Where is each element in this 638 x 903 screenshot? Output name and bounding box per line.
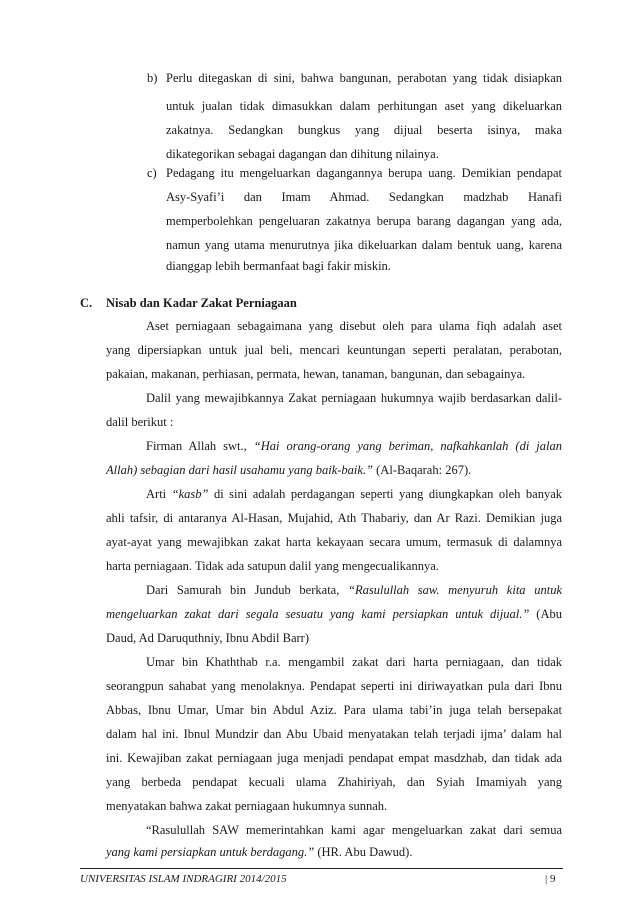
list-marker-c: c) bbox=[147, 166, 157, 180]
p1-line-3: pakaian, makanan, perhiasan, permata, hewan, tanaman, bangunan, dan sebagainya. bbox=[106, 367, 526, 381]
p3-line-2 bbox=[106, 462, 471, 478]
page-number: 9 bbox=[549, 873, 556, 885]
p5-line-1 bbox=[146, 582, 562, 598]
p4-line-4: harta perniagaan. Tidak ada satupun dalil yang mengecualikannya. bbox=[106, 559, 439, 573]
p6-line-4: dalam hal ini. Ibnul Mundzir dan Abu Ubaid menyatakan telah terjadi ijma’ dalam hal bbox=[106, 727, 562, 741]
p5-line-2-plain: (Abu bbox=[529, 607, 562, 621]
list-b-line-2: untuk jualan tidak dimasukkan dalam perhitungan aset yang dikeluarkan bbox=[166, 99, 562, 113]
p6-line-3: Abbas, Ibnu Umar, Umar bin Abdul Aziz. Para ulama tabi’in juga telah bersepakat bbox=[106, 703, 562, 717]
list-c-line-4: namun yang utama menurutnya jika dikeluarkan dalam bentuk uang, karena bbox=[166, 238, 562, 252]
p5-line-2 bbox=[106, 606, 562, 622]
p5-line-2-quote: mengeluarkan zakat dari segala sesuatu yang kami persiapkan untuk dijual.” bbox=[106, 607, 530, 621]
p5-line-1-quote: “Rasulullah saw. menyuruh kita untuk bbox=[348, 583, 562, 597]
p6-line-2: seorangpun sahabat yang menolaknya. Pendapat seperti ini diriwayatkan pula dari Ibnu bbox=[106, 679, 562, 693]
p6-line-6: yang berbeda pendapat kecuali ulama Zhahiriyah, dan Syiah Imamiyah yang bbox=[106, 775, 562, 789]
p3-line-1-plain: Firman Allah swt., bbox=[146, 439, 254, 453]
p3-line-2-citation: (Al-Baqarah: 267). bbox=[373, 463, 472, 477]
p5-line-3: Daud, Ad Daruquthniy, Ibnu Abdil Barr) bbox=[106, 631, 309, 645]
p4-line-1-plain-a: Arti bbox=[146, 487, 172, 501]
p6-line-5: ini. Kewajiban zakat perniagaan juga menjadi pendapat empat masdzhab, dan tidak ada bbox=[106, 751, 562, 765]
p7-line-1: “Rasulullah SAW memerintahkan kami agar mengeluarkan zakat dari semua bbox=[146, 823, 562, 837]
p6-line-1: Umar bin Khaththab r.a. mengambil zakat dari harta perniagaan, dan tidak bbox=[146, 655, 562, 669]
p1-line-2: yang dipersiapkan untuk jual beli, mencari keuntungan seperti peralatan, perabotan, bbox=[106, 343, 562, 357]
p5-line-1-plain: Dari Samurah bin Jundub berkata, bbox=[146, 583, 349, 597]
list-c-line-5: dianggap lebih bermanfaat bagi fakir miskin. bbox=[166, 259, 391, 273]
p7-line-2-quote: yang kami persiapkan untuk berdagang.” bbox=[106, 845, 315, 859]
section-letter: C. bbox=[80, 296, 93, 310]
p3-line-2-quote: Allah) sebagian dari hasil usahamu yang baik-baik.” bbox=[106, 463, 373, 477]
list-c-line-1: Pedagang itu mengeluarkan dagangannya berupa uang. Demikian pendapat bbox=[166, 166, 562, 180]
footer-rule bbox=[80, 868, 563, 869]
p3-line-1-quote: “Hai orang-orang yang beriman, nafkahkanlah (di jalan bbox=[253, 439, 562, 453]
p4-line-2: ahli tafsir, di antaranya Al-Hasan, Mujahid, Ath Thabariy, dan Ar Razi. Demikian juga bbox=[106, 511, 562, 525]
p4-line-1-term: “kasb” bbox=[171, 487, 209, 501]
list-b-line-3: zakatnya. Sedangkan bungkus yang dijual beserta isinya, maka bbox=[166, 123, 562, 137]
p3-line-1 bbox=[146, 438, 562, 454]
p2-line-2: dalil berikut : bbox=[106, 415, 174, 429]
p6-line-7: menyatakan bahwa zakat perniagaan hukumnya sunnah. bbox=[106, 799, 388, 813]
footer-page-number bbox=[545, 873, 555, 885]
section-title: Nisab dan Kadar Zakat Perniagaan bbox=[106, 296, 297, 310]
p7-line-2-citation: (HR. Abu Dawud). bbox=[314, 845, 413, 859]
p2-line-1: Dalil yang mewajibkannya Zakat perniagaan hukumnya wajib berdasarkan dalil- bbox=[146, 391, 562, 405]
list-marker-b: b) bbox=[147, 71, 158, 85]
footer-separator: | bbox=[545, 873, 548, 885]
list-c-line-3: memperbolehkan pengeluaran zakatnya berupa barang dagangan yang ada, bbox=[166, 214, 562, 228]
list-b-line-4: dikategorikan sebagai dagangan dan dihitung nilainya. bbox=[166, 147, 439, 161]
p1-line-1: Aset perniagaan sebagaimana yang disebut oleh para ulama fiqh adalah aset bbox=[146, 319, 562, 333]
p7-line-2 bbox=[106, 844, 412, 860]
footer-institution: UNIVERSITAS ISLAM INDRAGIRI 2014/2015 bbox=[80, 873, 287, 885]
list-c-line-2: Asy-Syafi’i dan Imam Ahmad. Sedangkan madzhab Hanafi bbox=[166, 190, 562, 204]
p4-line-1 bbox=[146, 486, 562, 502]
list-b-line-1: Perlu ditegaskan di sini, bahwa bangunan, perabotan yang tidak disiapkan bbox=[166, 71, 562, 85]
p4-line-1-plain-b: di sini adalah perdagangan seperti yang diungkapkan oleh banyak bbox=[208, 487, 562, 501]
p4-line-3: ayat-ayat yang mewajibkan zakat harta kekayaan secara umum, termasuk di dalamnya bbox=[106, 535, 562, 549]
